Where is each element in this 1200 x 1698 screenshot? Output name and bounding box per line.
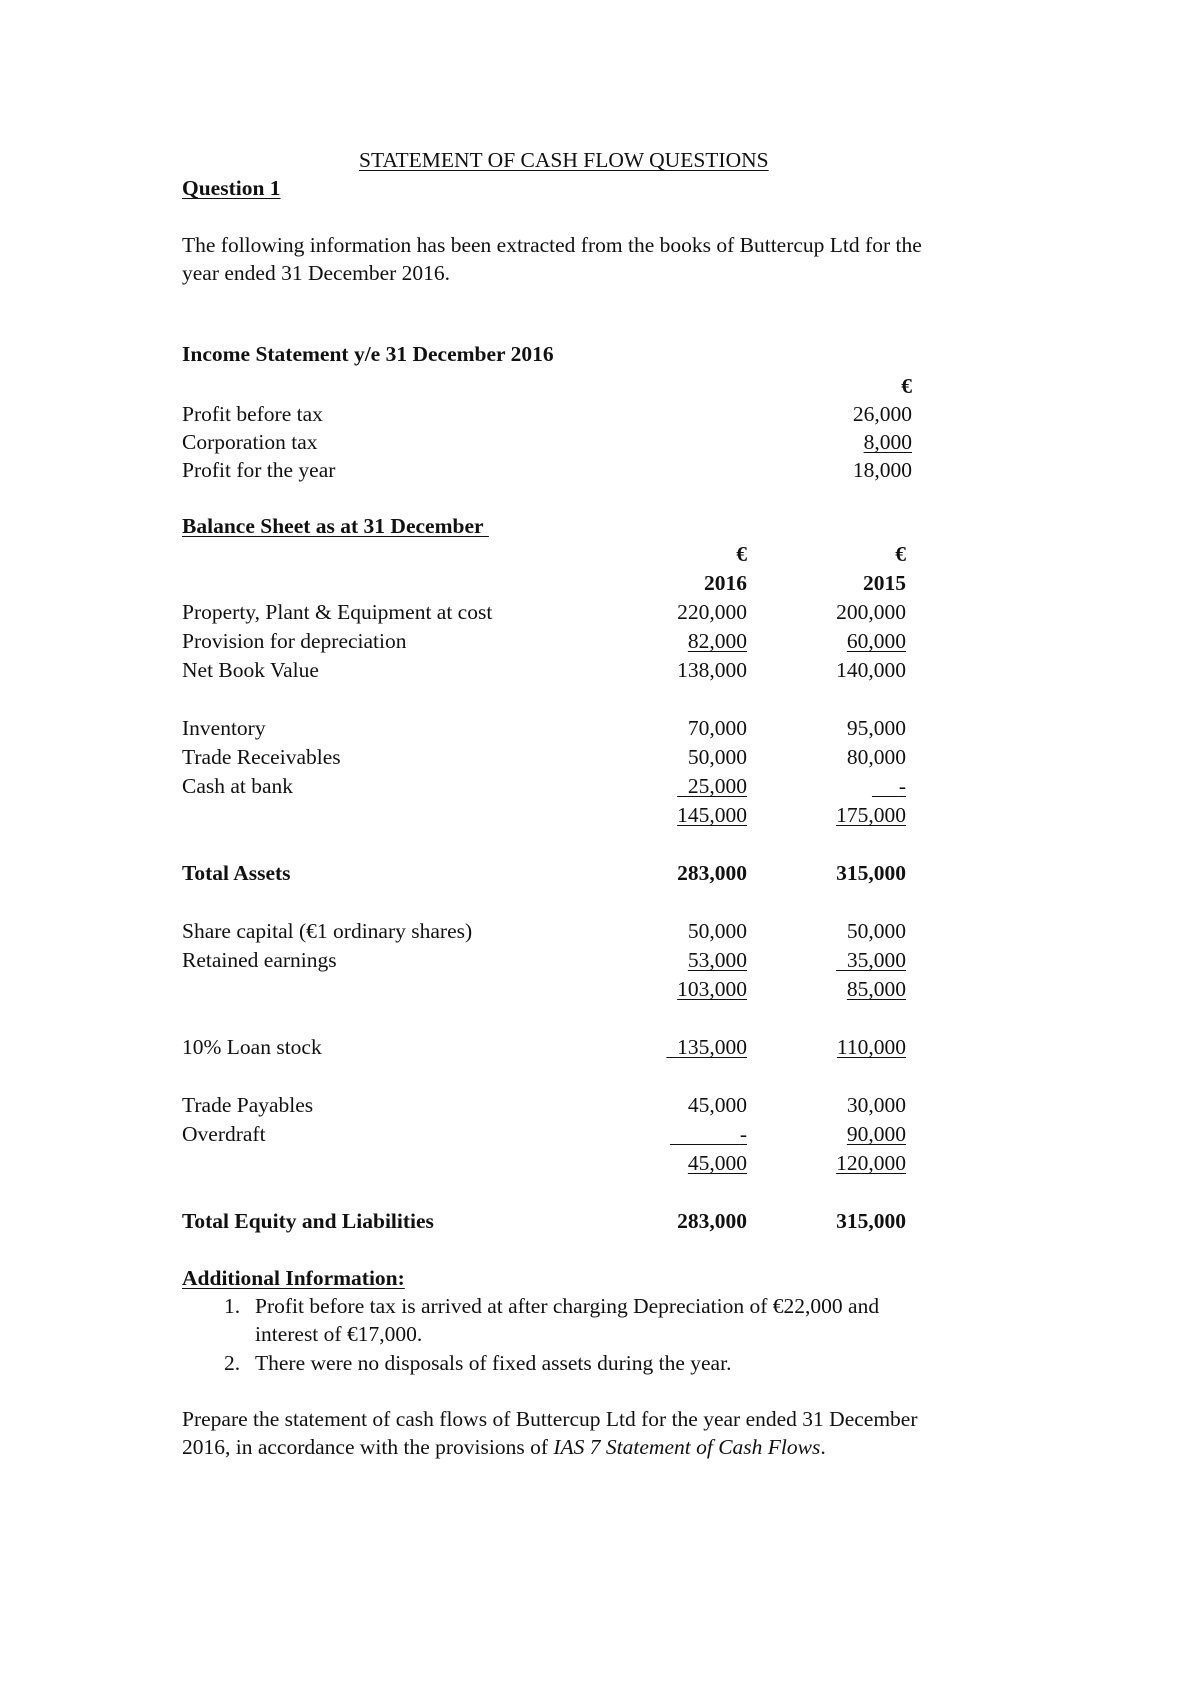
bs-value-2015: 200,000 (836, 600, 906, 624)
intro-line-1: The following information has been extracted from the books of Buttercup Ltd for the (182, 233, 922, 257)
bs-total-2016: 283,000 (677, 861, 747, 885)
bs-value-2015: 140,000 (836, 658, 906, 682)
bs-label-inventory: Inventory (182, 716, 266, 740)
bs-label-nbv: Net Book Value (182, 658, 319, 682)
bs-value-2016: 50,000 (687, 745, 747, 769)
list-item-line: interest of €17,000. (255, 1322, 423, 1346)
question-heading: Question 1 (182, 176, 281, 200)
list-number: 2. (224, 1351, 241, 1375)
standard-reference: IAS 7 Statement of Cash Flows (553, 1435, 821, 1459)
bs-value-2016: 45,000 (687, 1093, 747, 1117)
bs-value-2015: 60,000 (846, 629, 906, 653)
bs-value-2015: 50,000 (846, 919, 906, 943)
bs-label-cash: Cash at bank (182, 774, 294, 798)
bs-subtotal-2015: 175,000 (836, 803, 906, 827)
page-title: STATEMENT OF CASH FLOW QUESTIONS (359, 148, 769, 172)
bs-label-overdraft: Overdraft (182, 1122, 266, 1146)
bs-value-2016: 25,000 (687, 774, 747, 798)
bs-subtotal-2016: 145,000 (677, 803, 747, 827)
income-row-label: Profit before tax (182, 402, 323, 426)
year-2016-header: 2016 (704, 571, 747, 595)
bs-total-2016: 283,000 (677, 1209, 747, 1233)
bs-value-2016: 82,000 (687, 629, 747, 653)
bs-subtotal-2016: 103,000 (677, 977, 747, 1001)
bs-value-2016: 50,000 (687, 919, 747, 943)
list-number: 1. (224, 1294, 241, 1318)
bs-total-2015: 315,000 (836, 861, 906, 885)
additional-info-heading: Additional Information: (182, 1266, 405, 1290)
bs-value-2016: 138,000 (677, 658, 747, 682)
income-currency: € (901, 374, 912, 398)
income-row-value: 8,000 (863, 430, 912, 454)
bs-total-2015: 315,000 (836, 1209, 906, 1233)
bs-label-retained: Retained earnings (182, 948, 337, 972)
income-row-value: 18,000 (852, 458, 912, 482)
instruction-line-2: 2016, in accordance with the provisions of IAS 7 Statement of Cash Flows. (182, 1435, 826, 1459)
income-statement-heading: Income Statement y/e 31 December 2016 (182, 342, 554, 366)
list-item-line: There were no disposals of fixed assets during the year. (255, 1351, 732, 1375)
income-row-value: 26,000 (852, 402, 912, 426)
bs-subtotal-2015: 85,000 (846, 977, 906, 1001)
bs-value-2016: - (739, 1122, 747, 1146)
bs-value-2015: 80,000 (846, 745, 906, 769)
bs-label-loan: 10% Loan stock (182, 1035, 322, 1059)
bs-value-2015: 90,000 (846, 1122, 906, 1146)
bs-value-2016: 220,000 (677, 600, 747, 624)
bs-value-2015: 35,000 (846, 948, 906, 972)
bs-label-total-eq-liab: Total Equity and Liabilities (182, 1209, 434, 1233)
bs-label-receivables: Trade Receivables (182, 745, 341, 769)
bs-label-depreciation: Provision for depreciation (182, 629, 407, 653)
bs-value-2016: 135,000 (677, 1035, 747, 1059)
bs-label-total-assets: Total Assets (182, 861, 291, 885)
currency-2015: € (895, 542, 906, 566)
bs-subtotal-2016: 45,000 (687, 1151, 747, 1175)
balance-sheet-heading: Balance Sheet as at 31 December (182, 514, 484, 538)
bs-value-2015: 30,000 (846, 1093, 906, 1117)
instruction-line-1: Prepare the statement of cash flows of Buttercup Ltd for the year ended 31 December (182, 1407, 918, 1431)
currency-2016: € (736, 542, 747, 566)
bs-value-2015: 95,000 (846, 716, 906, 740)
bs-value-2016: 53,000 (687, 948, 747, 972)
bs-label-share-capital: Share capital (€1 ordinary shares) (182, 919, 473, 943)
bs-label-payables: Trade Payables (182, 1093, 314, 1117)
income-row-label: Corporation tax (182, 430, 318, 454)
bs-value-2015: - (898, 774, 906, 798)
bs-value-2015: 110,000 (836, 1035, 906, 1059)
bs-subtotal-2015: 120,000 (836, 1151, 906, 1175)
list-item-line: Profit before tax is arrived at after charging Depreciation of €22,000 and (255, 1294, 880, 1318)
intro-line-2: year ended 31 December 2016. (182, 261, 451, 285)
year-2015-header: 2015 (863, 571, 906, 595)
income-row-label: Profit for the year (182, 458, 336, 482)
bs-value-2016: 70,000 (687, 716, 747, 740)
bs-label-ppe: Property, Plant & Equipment at cost (182, 600, 493, 624)
